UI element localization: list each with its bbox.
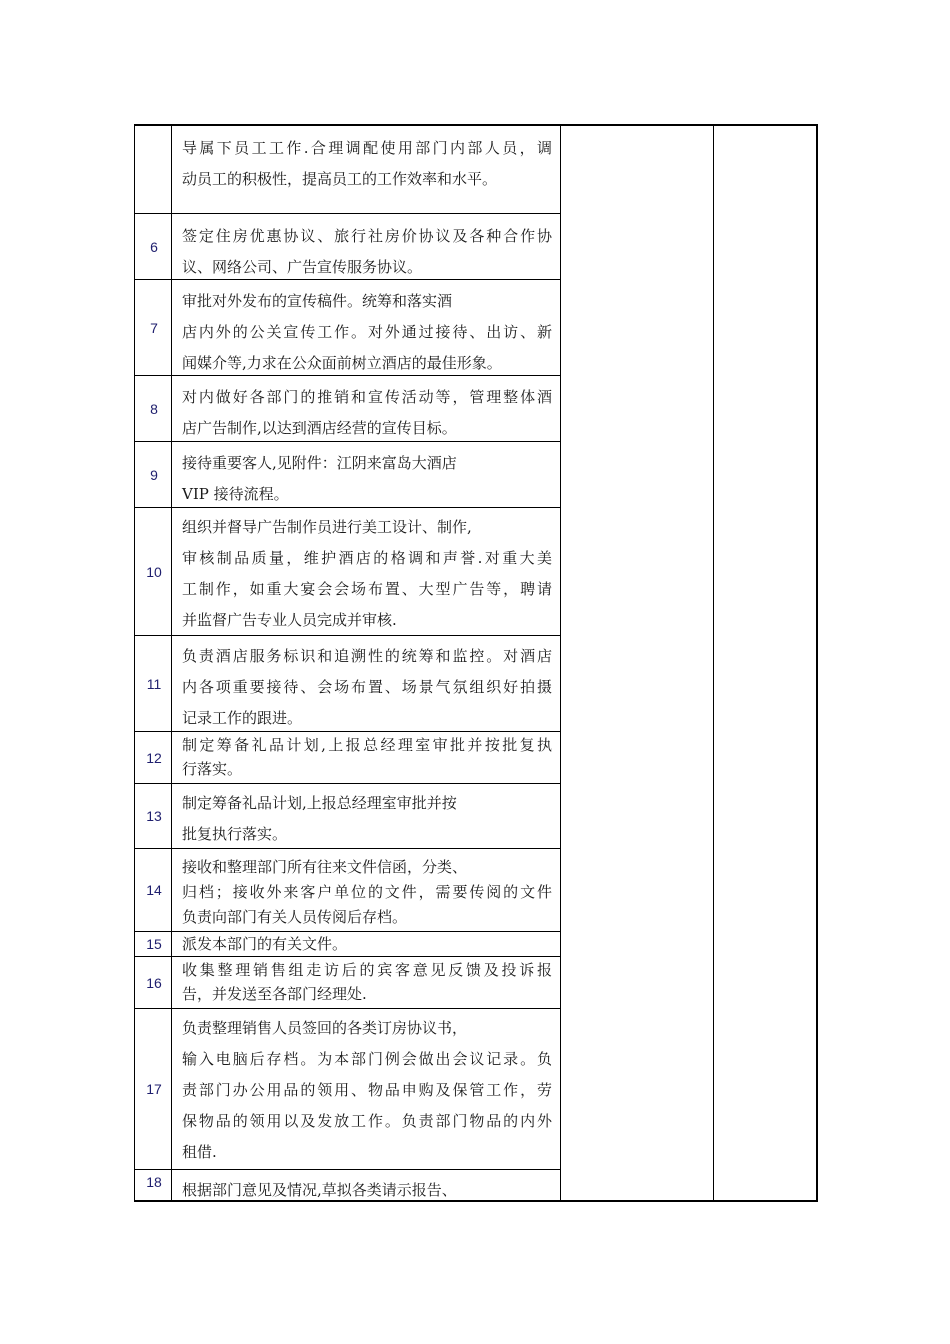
text-line: 保物品的领用以及发放工作。负责部门物品的内外: [182, 1112, 552, 1130]
text-line: 归档；接收外来客户单位的文件，需要传阅的文件: [182, 883, 552, 901]
column-divider-third: [713, 125, 714, 1202]
row-content: [182, 932, 552, 956]
text-line: 派发本部门的有关文件。: [182, 935, 348, 953]
row-number: 9: [150, 466, 158, 483]
row-divider: [135, 783, 560, 784]
row-number: 7: [150, 319, 158, 336]
text-line: 动员工的积极性，提高员工的工作效率和水平。: [182, 170, 498, 188]
text-line: 签定住房优惠协议、旅行社房价协议及各种合作协: [182, 227, 552, 245]
column-divider-content: [560, 125, 561, 1202]
row-divider: [135, 213, 560, 214]
text-line: 导属下员工工作.合理调配使用部门内部人员，调: [182, 139, 552, 157]
text-line: VIP 接待流程。: [182, 485, 289, 503]
text-line: 根据部门意见及情况,草拟各类请示报告、: [182, 1181, 457, 1199]
row-divider: [135, 956, 560, 957]
row-content: [182, 958, 552, 1006]
row-divider: [135, 1169, 560, 1170]
row-content: [182, 641, 552, 734]
row-content: [182, 733, 552, 781]
text-line: 制定筹备礼品计划,上报总经理室审批并按: [182, 794, 457, 812]
row-number: 6: [150, 238, 158, 255]
row-content: [182, 788, 552, 850]
text-line: 组织并督导广告制作员进行美工设计、制作,: [182, 518, 472, 536]
row-content: [182, 1013, 552, 1168]
row-number: 10: [146, 563, 162, 580]
row-content: [182, 286, 552, 379]
text-line: 议、网络公司、广告宣传服务协议。: [182, 258, 423, 276]
text-line: 闻媒介等,力求在公众面前树立酒店的最佳形象。: [182, 354, 502, 372]
row-content: [182, 855, 552, 930]
text-line: 审核制品质量，维护酒店的格调和声誉.对重大美: [182, 549, 552, 567]
row-number: 18: [146, 1174, 162, 1190]
row-number: 16: [146, 974, 162, 991]
text-line: 店广告制作,以达到酒店经营的宣传目标。: [182, 419, 457, 437]
row-content: [182, 448, 552, 510]
text-line: 店内外的公关宣传工作。对外通过接待、出访、新: [182, 323, 552, 341]
text-line: 告，并发送至各部门经理处.: [182, 985, 367, 1003]
text-line: 工制作，如重大宴会会场布置、大型广告等，聘请: [182, 580, 552, 598]
text-line: 内各项重要接待、会场布置、场景气氛组织好拍摄: [182, 678, 552, 696]
row-content: [182, 512, 552, 636]
row-number: 8: [150, 400, 158, 417]
text-line: 负责向部门有关人员传阅后存档。: [182, 908, 408, 926]
text-line: 并监督广告专业人员完成并审核.: [182, 611, 397, 629]
row-number: 14: [146, 882, 162, 898]
text-line: 接待重要客人,见附件：江阴来富岛大酒店: [182, 454, 457, 472]
text-line: 收集整理销售组走访后的宾客意见反馈及投诉报: [182, 961, 552, 979]
text-line: 批复执行落实。: [182, 825, 288, 843]
text-line: 记录工作的跟进。: [182, 709, 303, 727]
row-divider: [135, 1008, 560, 1009]
text-line: 负责整理销售人员签回的各类订房协议书，: [182, 1019, 468, 1037]
text-line: 输入电脑后存档。为本部门例会做出会议记录。负: [182, 1050, 552, 1068]
row-number: 15: [146, 936, 162, 952]
text-line: 行落实。: [182, 760, 243, 778]
text-line: 租借.: [182, 1143, 217, 1161]
row-content: [182, 382, 552, 444]
text-line: 对内做好各部门的推销和宣传活动等，管理整体酒: [182, 388, 552, 406]
row-content: [182, 133, 552, 195]
text-line: 负责酒店服务标识和追溯性的统筹和监控。对酒店: [182, 647, 552, 665]
row-number: 12: [146, 749, 162, 766]
row-number: 11: [146, 675, 162, 692]
text-line: 接收和整理部门所有往来文件信函，分类、: [182, 858, 468, 876]
row-content: [182, 1176, 552, 1204]
row-content: [182, 221, 552, 283]
text-line: 审批对外发布的宣传稿件。统筹和落实酒: [182, 292, 453, 310]
row-number: 13: [146, 808, 162, 824]
text-line: 制定筹备礼品计划,上报总经理室审批并按批复执: [182, 736, 552, 754]
text-line: 责部门办公用品的领用、物品申购及保管工作，劳: [182, 1081, 552, 1099]
row-number: 17: [146, 1081, 162, 1097]
